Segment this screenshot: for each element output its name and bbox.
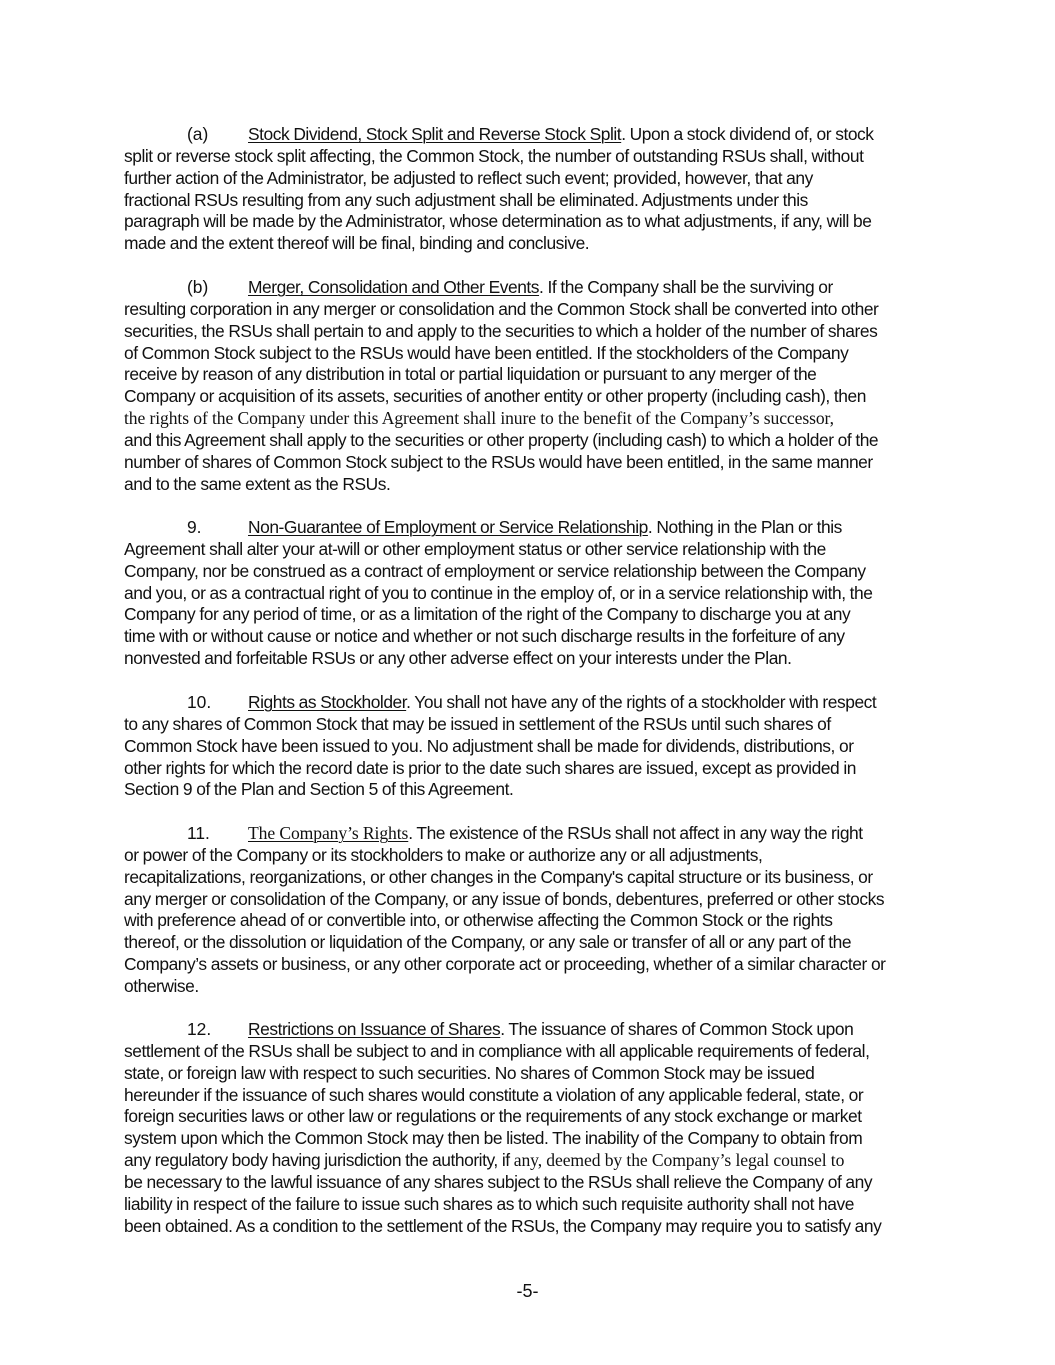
paragraph-first-line	[124, 692, 944, 714]
paragraph-line: of Common Stock subject to the RSUs would have been entitled. If the stockholders of the Company	[124, 342, 849, 363]
paragraph-line: split or reverse stock split affecting, the Common Stock, the number of outstanding RSUs shall, without	[124, 145, 864, 166]
paragraph-line: other rights for which the record date is prior to the date such shares are issued, except as provided in	[124, 757, 856, 778]
paragraph-line: to any shares of Common Stock that may be issued in settlement of the RSUs until such shares of	[124, 713, 831, 734]
paragraph-line: Agreement shall alter your at-will or other employment status or other service relationship with the	[124, 538, 826, 559]
paragraph-line: fractional RSUs resulting from any such adjustment shall be eliminated. Adjustments under this	[124, 189, 808, 210]
section-heading: Rights as Stockholder	[248, 692, 407, 712]
paragraph-number: 12.	[187, 1019, 212, 1039]
paragraph-first-line	[124, 517, 944, 539]
paragraph-line: been obtained. As a condition to the settlement of the RSUs, the Company may require you to satisfy any	[124, 1215, 882, 1236]
paragraph-line: receive by reason of any distribution in total or partial liquidation or pursuant to any merger of the	[124, 364, 817, 385]
paragraph-line: or power of the Company or its stockholders to make or authorize any or all adjustments,	[124, 844, 763, 865]
paragraph-line: further action of the Administrator, be adjusted to reflect such event; provided, however, that any	[124, 167, 813, 188]
paragraph-line: recapitalizations, reorganizations, or other changes in the Company's capital structure or its business, or	[124, 866, 873, 887]
section-heading: Stock Dividend, Stock Split and Reverse Stock Split	[248, 124, 622, 144]
paragraph-line: number of shares of Common Stock subject to the RSUs would have been entitled, in the same manner	[124, 451, 873, 472]
paragraph-text: . Upon a stock dividend of, or stock	[621, 124, 874, 144]
paragraph-line: paragraph will be made by the Administrator, whose determination as to what adjustments, if any, will be	[124, 211, 872, 232]
paragraph-line: with preference ahead of or convertible into, or otherwise affecting the Common Stock or the rights	[124, 910, 833, 931]
paragraph-line: liability in respect of the failure to issue such shares as to which such requisite authority shall not have	[124, 1193, 854, 1214]
paragraph-first-line	[124, 277, 944, 299]
paragraph-line: Common Stock have been issued to you. No adjustment shall be made for dividends, distributions, or	[124, 735, 854, 756]
paragraph-b	[124, 277, 944, 495]
paragraph-line: time with or without cause or notice and whether or not such discharge results in the forfeiture of any	[124, 626, 845, 647]
paragraph-line: be necessary to the lawful issuance of any shares subject to the RSUs shall relieve the Company of any	[124, 1171, 873, 1192]
paragraph-line: and this Agreement shall apply to the securities or other property (including cash) to which a holder of the	[124, 429, 879, 450]
paragraph-line: otherwise.	[124, 975, 199, 996]
paragraph-text: . The existence of the RSUs shall not affect in any way the right	[408, 823, 863, 843]
paragraph-line: made and the extent thereof will be final, binding and conclusive.	[124, 233, 590, 254]
paragraph-9	[124, 517, 944, 670]
section-heading: Merger, Consolidation and Other Events	[248, 277, 540, 297]
paragraph-text: . You shall not have any of the rights of a stockholder with respect	[406, 692, 877, 712]
paragraph-line: the rights of the Company under this Agreement shall inure to the benefit of the Company’s successor,	[124, 408, 834, 429]
paragraph-number: 11.	[187, 823, 210, 843]
paragraph-10	[124, 692, 944, 801]
paragraph-number: 9.	[187, 517, 202, 537]
paragraph-text: . The issuance of shares of Common Stock upon	[500, 1019, 854, 1039]
paragraph-line: Company for any period of time, or as a limitation of the right of the Company to discharge you at any	[124, 604, 851, 625]
paragraph-line: and to the same extent as the RSUs.	[124, 473, 391, 494]
paragraph-line	[124, 1150, 944, 1172]
paragraph-text: . If the Company shall be the surviving or	[539, 277, 833, 297]
section-heading: The Company’s Rights	[248, 823, 409, 843]
paragraph-line: nonvested and forfeitable RSUs or any other adverse effect on your interests under the Plan.	[124, 648, 792, 669]
paragraph-line: securities, the RSUs shall pertain to and apply to the securities to which a holder of the number of shares	[124, 320, 878, 341]
paragraph-line: any merger or consolidation of the Company, or any issue of bonds, debentures, preferred or other stocks	[124, 888, 885, 909]
paragraph-first-line	[124, 1019, 944, 1041]
paragraph-number: (b)	[187, 277, 209, 297]
paragraph-first-line	[124, 124, 944, 146]
page-number: -5-	[516, 1281, 539, 1301]
paragraph-11	[124, 823, 944, 998]
paragraph-number: (a)	[187, 124, 209, 144]
section-heading: Restrictions on Issuance of Shares	[248, 1019, 501, 1039]
paragraph-a	[124, 124, 944, 255]
paragraph-line: thereof, or the dissolution or liquidation of the Company, or any sale or transfer of all or any part of the	[124, 932, 852, 953]
paragraph-line: foreign securities laws or other law or regulations or the requirements of any stock exchange or market	[124, 1106, 862, 1127]
section-heading: Non-Guarantee of Employment or Service Relationship	[248, 517, 648, 537]
paragraph-line: Company, nor be construed as a contract of employment or service relationship between the Company	[124, 560, 866, 581]
paragraph-line: settlement of the RSUs shall be subject to and in compliance with all applicable requirements of federal,	[124, 1040, 870, 1061]
paragraph-first-line	[124, 823, 944, 845]
paragraph-text: any regulatory body having jurisdiction the authority, if	[124, 1150, 514, 1171]
paragraph-line: hereunder if the issuance of such shares would constitute a violation of any applicable federal, state, or	[124, 1084, 864, 1105]
paragraph-line: Section 9 of the Plan and Section 5 of this Agreement.	[124, 779, 514, 800]
paragraph-line: Company or acquisition of its assets, securities of another entity or other property (including cash), then	[124, 386, 866, 407]
paragraph-line: state, or foreign law with respect to such securities. No shares of Common Stock may be issued	[124, 1062, 815, 1083]
paragraph-line: resulting corporation in any merger or consolidation and the Common Stock shall be converted into other	[124, 298, 879, 319]
paragraph-text-serif: any, deemed by the Company’s legal counsel to	[513, 1150, 845, 1171]
paragraph-line: system upon which the Common Stock may then be listed. The inability of the Company to obtain from	[124, 1128, 863, 1149]
paragraph-number: 10.	[187, 692, 212, 712]
paragraph-line: Company’s assets or business, or any other corporate act or proceeding, whether of a similar character or	[124, 954, 886, 975]
paragraph-12	[124, 1019, 944, 1237]
paragraph-line: and you, or as a contractual right of you to continue in the employ of, or in a service relationship with, the	[124, 582, 873, 603]
paragraph-text: . Nothing in the Plan or this	[647, 517, 842, 537]
